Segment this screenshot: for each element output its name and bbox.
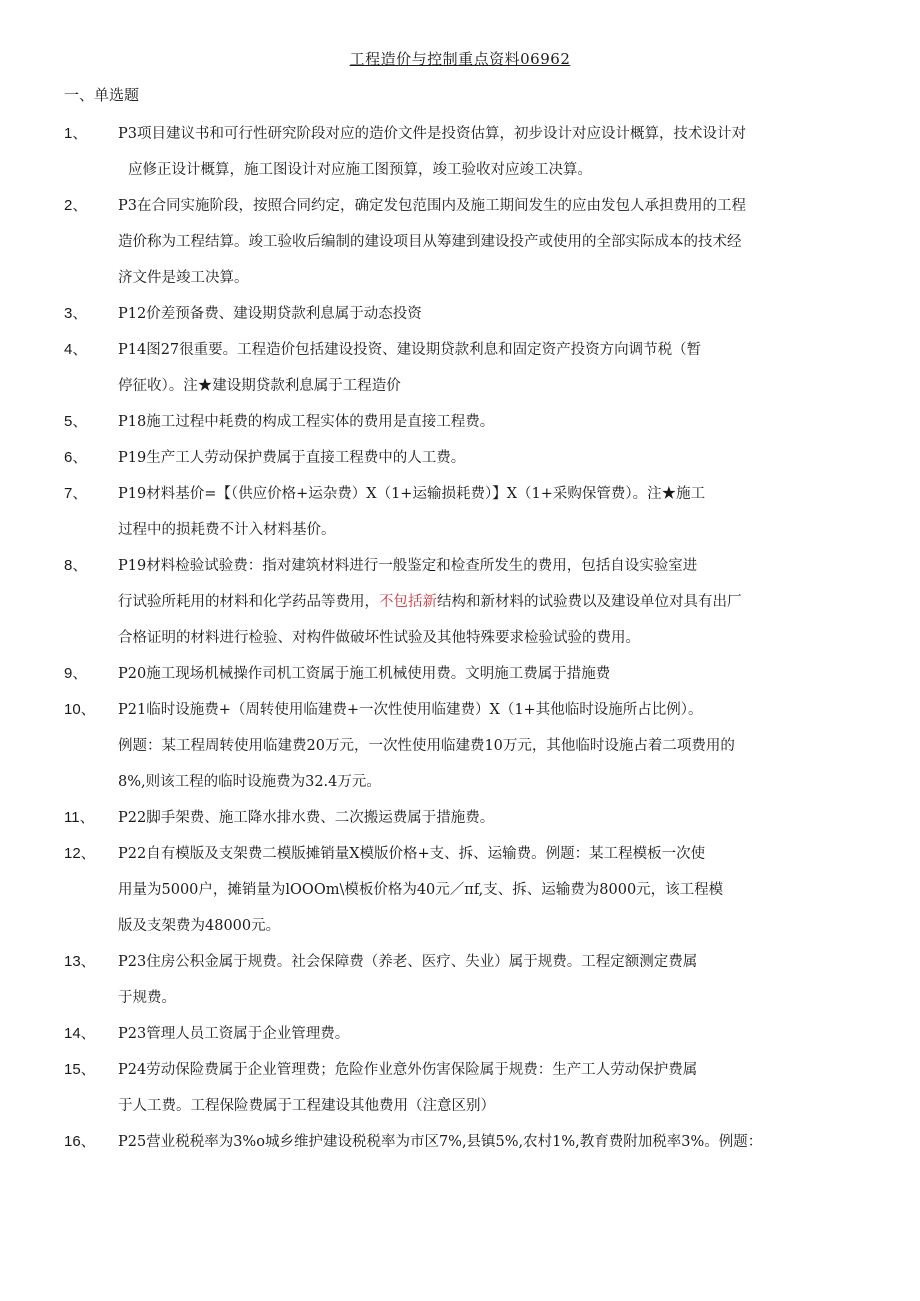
text-line: 于规费。 — [118, 990, 176, 1006]
text-line: 停征收）。注★建设期贷款利息属于工程造价 — [118, 378, 401, 394]
list-item — [64, 404, 864, 440]
text-line — [118, 584, 864, 620]
list-item — [64, 1052, 864, 1124]
list-item — [64, 656, 864, 692]
text-line: P21临时设施费+（周转使用临建费+一次性使用临建费）X（1+其他临时设施所占比例）。 — [118, 702, 703, 718]
highlight-text: 不包括新 — [379, 594, 437, 610]
item-number: 9、 — [64, 665, 88, 682]
section-heading: 一、单选题 — [64, 86, 140, 104]
list-item — [64, 692, 864, 800]
text-line: 于人工费。工程保险费属于工程建设其他费用（注意区别） — [118, 1098, 495, 1114]
item-text — [118, 1124, 864, 1160]
item-number: 4、 — [64, 341, 88, 358]
list-item — [64, 440, 864, 476]
text-line: P12价差预备费、建设期贷款利息属于动态投资 — [118, 306, 422, 322]
item-text — [118, 296, 864, 332]
item-text — [118, 656, 864, 692]
item-text — [118, 944, 864, 1016]
text-line: P23管理人员工资属于企业管理费。 — [118, 1026, 350, 1042]
question-list — [64, 116, 864, 1160]
item-number: 10、 — [64, 701, 96, 718]
text-segment: 行试验所耗用的材料和化学药品等费用， — [118, 594, 379, 610]
item-number: 6、 — [64, 449, 88, 466]
item-text — [118, 404, 864, 440]
text-line: 版及支架费为48000元。 — [118, 918, 281, 934]
item-text — [118, 440, 864, 476]
list-item — [64, 548, 864, 656]
list-item — [64, 944, 864, 1016]
text-line: P19材料检验试验费：指对建筑材料进行一般鉴定和检查所发生的费用，包括自设实验室进 — [118, 558, 698, 574]
text-line: P23住房公积金属于规费。社会保障费（养老、医疗、失业）属于规费。工程定额测定费属 — [118, 954, 698, 970]
item-text — [118, 800, 864, 836]
text-line: 济文件是竣工决算。 — [118, 270, 249, 286]
text-line: 造价称为工程结算。竣工验收后编制的建设项目从筹建到建设投产或使用的全部实际成本的技术经 — [118, 234, 742, 250]
item-number: 16、 — [64, 1133, 96, 1150]
text-line: P22自有模版及支架费二模版摊销量X模版价格+支、拆、运输费。例题：某工程模板一次使 — [118, 846, 706, 862]
item-number: 15、 — [64, 1061, 96, 1078]
item-number: 3、 — [64, 305, 88, 322]
text-line: P3在合同实施阶段，按照合同约定，确定发包范围内及施工期间发生的应由发包人承担费用的工程 — [118, 198, 746, 214]
text-line: 例题：某工程周转使用临建费20万元，一次性使用临建费10万元，其他临时设施占着二项费用的 — [118, 738, 735, 754]
text-line: 过程中的损耗费不计入材料基价。 — [118, 522, 336, 538]
text-line: 8%,则该工程的临时设施费为32.4万元。 — [118, 774, 381, 790]
text-line: P22脚手架费、施工降水排水费、二次搬运费属于措施费。 — [118, 810, 495, 826]
list-item — [64, 296, 864, 332]
text-line: P14图27很重要。工程造价包括建设投资、建设期贷款利息和固定资产投资方向调节税（暂 — [118, 342, 702, 358]
text-segment: 结构和新材料的试验费以及建设单位对具有出厂 — [437, 594, 742, 610]
text-line: P19生产工人劳动保护费属于直接工程费中的人工费。 — [118, 450, 466, 466]
item-number: 13、 — [64, 953, 96, 970]
text-line: P25营业税税率为3%o城乡维护建设税税率为市区7%,县镇5%,农村1%,教育费附加税率3%。例题： — [118, 1134, 763, 1150]
text-line: P20施工现场机械操作司机工资属于施工机械使用费。文明施工费属于措施费 — [118, 666, 611, 682]
item-number: 7、 — [64, 485, 88, 502]
item-text — [118, 188, 864, 296]
list-item — [64, 476, 864, 548]
list-item — [64, 836, 864, 944]
item-text — [118, 548, 864, 656]
text-line: P19材料基价=【（供应价格+运杂费）X（1+运输损耗费）】X（1+采购保管费）。注★施工 — [118, 486, 706, 502]
text-line: P3项目建议书和可行性研究阶段对应的造价文件是投资估算，初步设计对应设计概算，技术设计对 — [118, 126, 746, 142]
item-number: 5、 — [64, 413, 88, 430]
item-number: 14、 — [64, 1025, 96, 1042]
text-line: 用量为5000户，摊销量为lOOOm\模板价格为40元／πf,支、拆、运输费为8000元，该工程模 — [118, 882, 724, 898]
list-item — [64, 116, 864, 188]
item-text — [118, 332, 864, 404]
item-number: 1、 — [64, 125, 88, 142]
list-item — [64, 188, 864, 296]
item-text — [118, 836, 864, 944]
item-text — [118, 1016, 864, 1052]
text-line: P24劳动保险费属于企业管理费；危险作业意外伤害保险属于规费：生产工人劳动保护费属 — [118, 1062, 698, 1078]
document-title: 工程造价与控制重点资料06962 — [349, 50, 571, 68]
item-text — [118, 1052, 864, 1124]
item-number: 12、 — [64, 845, 96, 862]
item-text — [118, 476, 864, 548]
item-number: 2、 — [64, 197, 88, 214]
item-text — [118, 692, 864, 800]
list-item — [64, 332, 864, 404]
text-line: P18施工过程中耗费的构成工程实体的费用是直接工程费。 — [118, 414, 495, 430]
item-text — [118, 116, 864, 188]
text-line: 合格证明的材料进行检验、对构件做破坏性试验及其他特殊要求检验试验的费用。 — [118, 630, 640, 646]
list-item — [64, 1016, 864, 1052]
text-line: 应修正设计概算，施工图设计对应施工图预算，竣工验收对应竣工决算。 — [128, 162, 592, 178]
item-number: 8、 — [64, 557, 88, 574]
list-item — [64, 1124, 864, 1160]
list-item — [64, 800, 864, 836]
item-number: 11、 — [64, 809, 95, 826]
